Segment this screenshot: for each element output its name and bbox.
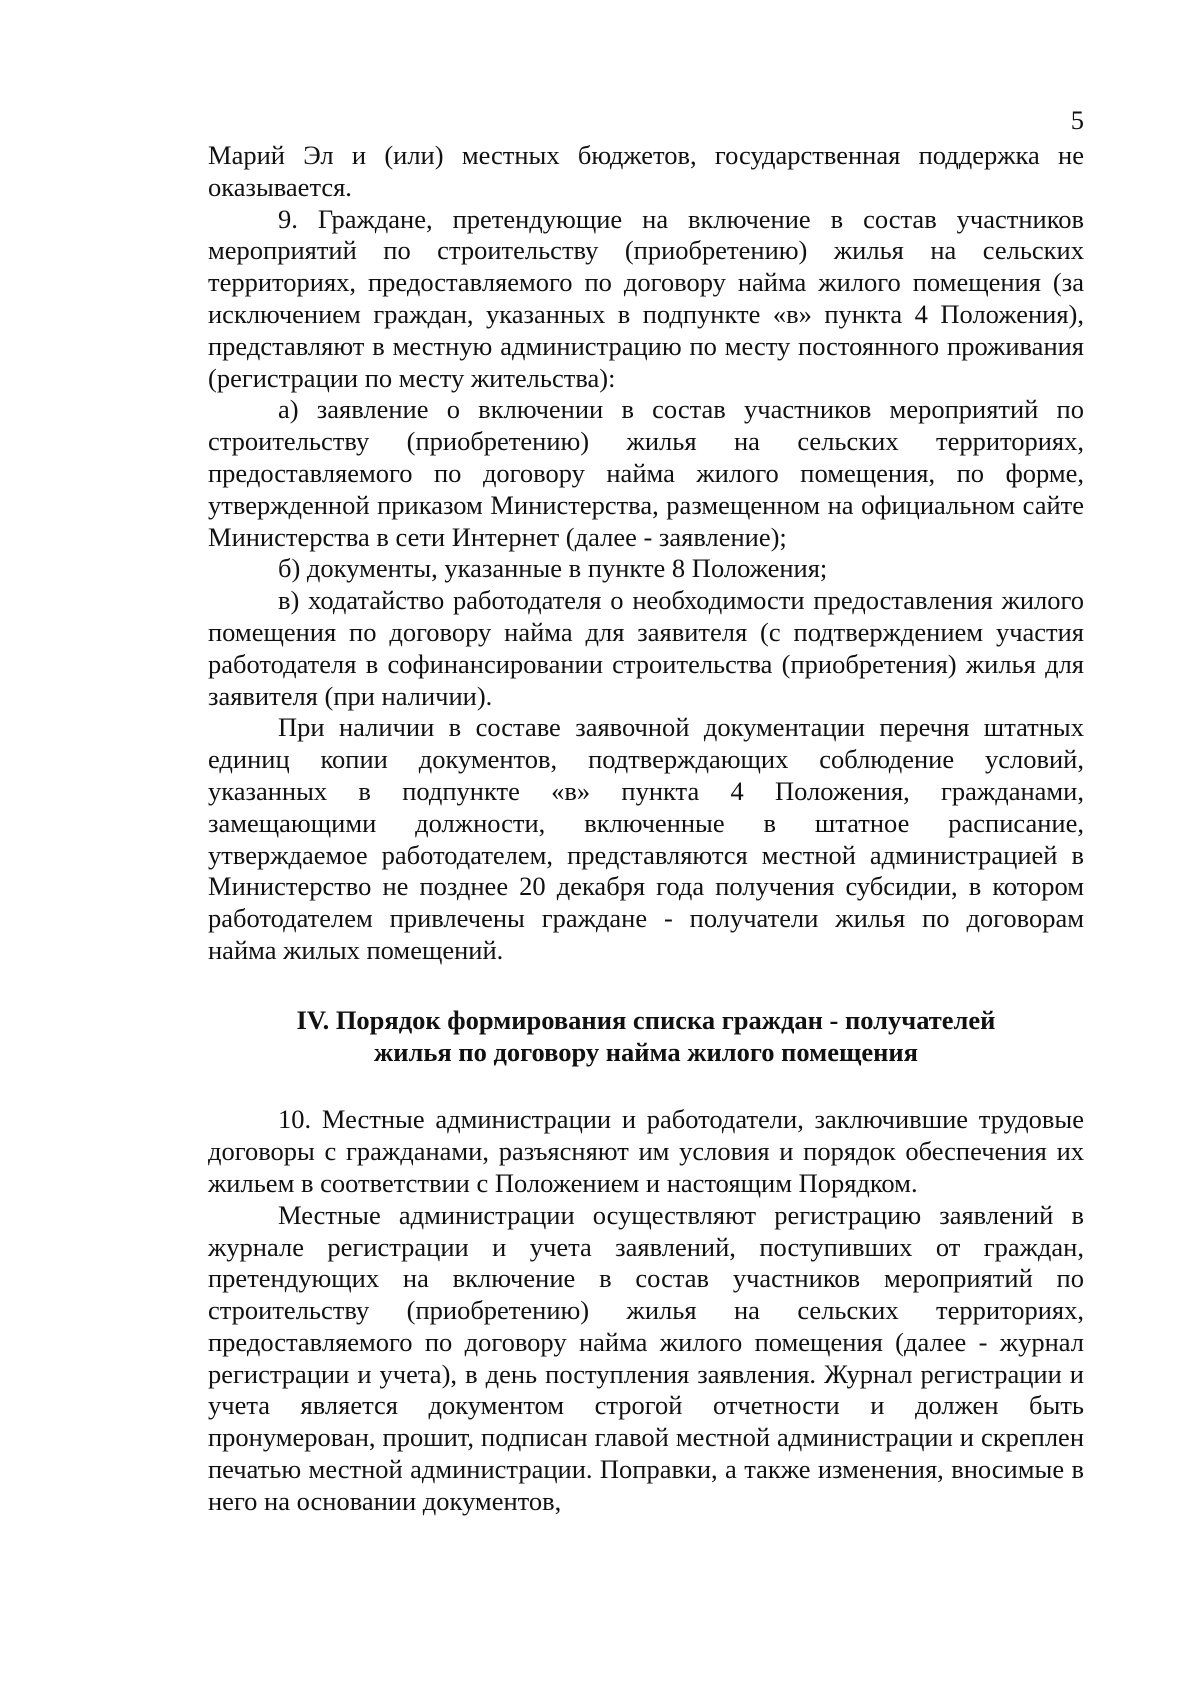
page-number: 5 [1070, 105, 1084, 135]
document-page [208, 100, 1084, 1518]
section-heading [208, 1005, 1084, 1069]
section-heading-line-1: IV. Порядок формирования списка граждан - получателей [296, 1004, 996, 1035]
paragraph-item-9: 9. Граждане, претендующие на включение в состав участников мероприятий по строительству (приобретению) жилья на сельских территориях, предоставляемого по договору найма жилого помещения (за исключением граждан, указанных в подпункте «в» пункта 4 Положения), представляют в местную администрацию по месту постоянного проживания (регистрации по месту жительства): [208, 203, 1084, 393]
paragraph-subitem-b: б) документы, указанные в пункте 8 Положения; [278, 553, 828, 584]
paragraph-subitem-a: а) заявление о включении в состав участников мероприятий по строительству (приобретению) жилья на сельских территориях, предоставляемого по договору найма жилого помещения, по форме, утвержденной приказом Министерства, размещенном на официальном сайте Министерства в сети Интернет (далее - заявление); [208, 394, 1084, 552]
paragraph-subitem-v: в) ходатайство работодателя о необходимости предоставления жилого помещения по договору найма для заявителя (с подтверждением участия работодателя в софинансировании строительства (приобретения) жилья для заявителя (при наличии). [208, 585, 1084, 711]
paragraph-staff-list: При наличии в составе заявочной документации перечня штатных единиц копии документов, подтверждающих соблюдение условий, указанных в подпункте «в» пункта 4 Положения, гражданами, замещающими должности, включенные в штатное расписание, утверждаемое работодателем, представляются местной администрацией в Министерство не позднее 20 декабря года получения субсидии, в котором работодателем привлечены граждане - получатели жилья по договорам найма жилых помещений. [208, 712, 1084, 965]
paragraph-budget-continuation: Марий Эл и (или) местных бюджетов, государственная поддержка не оказывается. [208, 140, 1084, 202]
paragraph-item-10: 10. Местные администрации и работодатели, заключившие трудовые договоры с гражданами, разъясняют им условия и порядок обеспечения их жильем в соответствии с Положением и настоящим Порядком. [208, 1104, 1084, 1198]
section-heading-line-2: жилья по договору найма жилого помещения [374, 1036, 918, 1067]
paragraph-registration-journal: Местные администрации осуществляют регистрацию заявлений в журнале регистрации и учета заявлений, поступивших от граждан, претендующих на включение в состав участников мероприятий по строительству (приобретению) жилья на сельских территориях, предоставляемого по договору найма жилого помещения (далее - журнал регистрации и учета), в день поступления заявления. Журнал регистрации и учета является документом строгой отчетности и должен быть пронумерован, прошит, подписан главой местной администрации и скреплен печатью местной администрации. Поправки, а также изменения, вносимые в него на основании документов, [208, 1199, 1084, 1516]
